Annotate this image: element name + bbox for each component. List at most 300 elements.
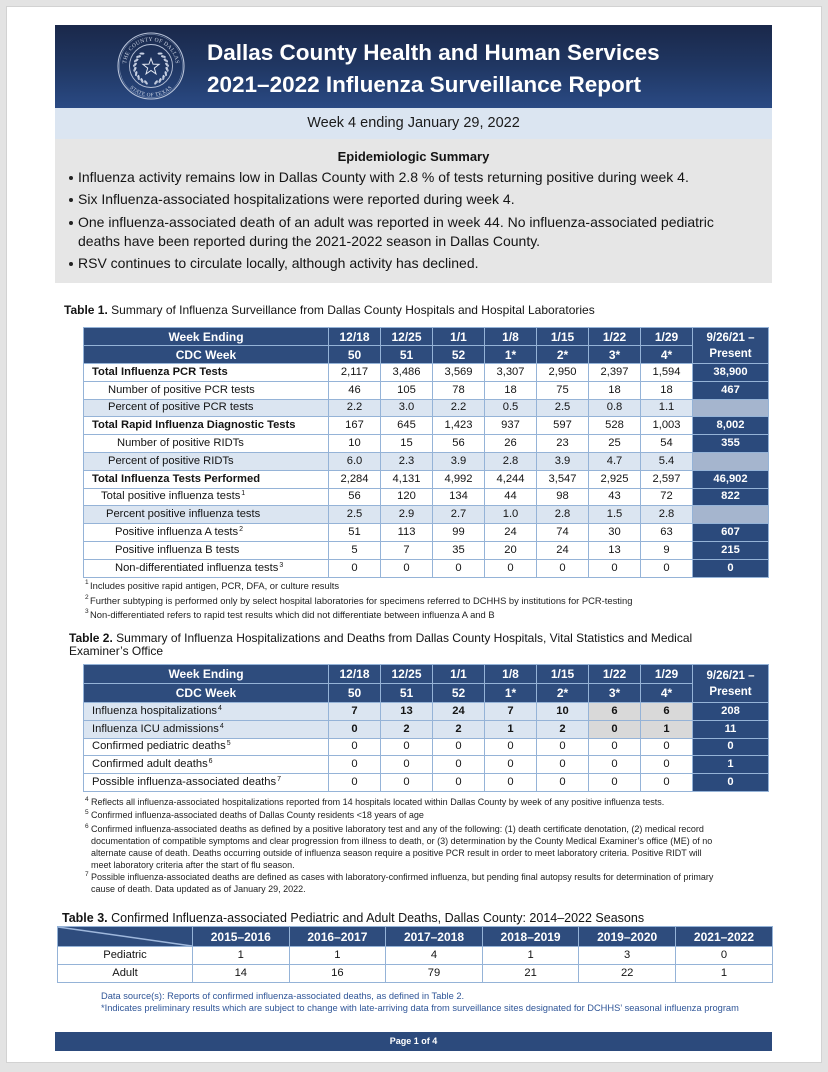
page-number-footer: Page 1 of 4	[55, 1032, 772, 1051]
value-cell: 0	[381, 756, 433, 774]
week-ending-cell: 1/22	[589, 665, 641, 684]
header-row-week-ending	[84, 328, 769, 346]
value-cell: 2.7	[433, 506, 485, 524]
value-cell: 63	[641, 524, 693, 542]
row-label-text: Number of positive RIDTs	[117, 436, 244, 449]
week-ending-cell: 1/15	[537, 665, 589, 684]
value-cell: 7	[329, 703, 381, 721]
value-cell: 2.5	[537, 399, 589, 417]
season-total-header-line1: 9/26/21 –	[706, 331, 755, 344]
value-cell: 120	[381, 488, 433, 506]
value-cell: 2,597	[641, 470, 693, 488]
row-label	[84, 541, 329, 559]
value-cell: 3,307	[485, 364, 537, 382]
footnote-reference: 4	[219, 722, 224, 730]
footnote-marker: 2	[85, 593, 89, 601]
footnote-reference: 1	[241, 490, 246, 498]
table-row	[84, 399, 769, 417]
value-cell: 2.3	[381, 452, 433, 470]
summary-bullet	[66, 190, 756, 209]
value-cell: 528	[589, 417, 641, 435]
table-1-surveillance	[83, 327, 769, 578]
value-cell: 98	[537, 488, 589, 506]
row-label	[84, 756, 329, 774]
value-cell: 2.8	[537, 506, 589, 524]
table-row	[84, 738, 769, 756]
value-cell: 0	[589, 738, 641, 756]
value-cell: 0	[381, 774, 433, 792]
row-label	[84, 506, 329, 524]
footnote-text	[90, 594, 632, 609]
value-cell: 2.2	[433, 399, 485, 417]
value-cell: 3,486	[381, 364, 433, 382]
value-cell: 0	[433, 756, 485, 774]
value-cell: 30	[589, 524, 641, 542]
cdc-week-header: CDC Week	[84, 346, 329, 364]
bullet-icon	[66, 168, 78, 187]
table3-caption-text: Confirmed Influenza-associated Pediatric and Adult Deaths, Dallas County: 2014–2022 Seasons	[111, 911, 645, 925]
value-cell: 6.0	[329, 452, 381, 470]
cdc-week-cell: 3*	[589, 684, 641, 703]
row-label	[84, 364, 329, 382]
table-row	[84, 756, 769, 774]
table2-caption-label: Table 2.	[69, 630, 113, 645]
footnote-text	[90, 579, 339, 594]
table3-notes	[101, 990, 739, 1014]
value-cell: 0.8	[589, 399, 641, 417]
table2-caption-text: Summary of Influenza Hospitalizations and Deaths from Dallas County Hospitals, Vital Statistics and Medical	[116, 630, 693, 645]
value-cell: 10	[537, 703, 589, 721]
summary-bullet	[66, 254, 756, 273]
value-cell: 0	[537, 559, 589, 577]
week-banner: Week 4 ending January 29, 2022	[55, 108, 772, 139]
season-total-header	[693, 665, 769, 703]
summary-bullet	[66, 168, 756, 187]
report-title-line1: Dallas County Health and Human Services	[207, 40, 660, 65]
value-cell: 0	[589, 756, 641, 774]
season-total-cell: 208	[693, 703, 769, 721]
value-cell: 25	[589, 435, 641, 453]
season-header-cell: 2015–2016	[193, 927, 290, 947]
wreath-leaf	[165, 62, 170, 67]
value-cell: 0	[485, 559, 537, 577]
value-cell: 99	[433, 524, 485, 542]
value-cell: 0	[485, 738, 537, 756]
seal-bottom-lettering: STATE OF TEXAS	[128, 84, 174, 99]
season-total-cell-empty	[693, 506, 769, 524]
season-total-cell: 822	[693, 488, 769, 506]
footnote-marker: 6	[85, 823, 89, 830]
row-label-text: Influenza hospitalizations	[92, 704, 218, 717]
value-cell: 0	[485, 774, 537, 792]
row-label	[84, 774, 329, 792]
footnote	[85, 796, 713, 808]
value-cell: 134	[433, 488, 485, 506]
table-row	[84, 524, 769, 542]
cdc-week-cell: 52	[433, 346, 485, 364]
value-cell: 21	[482, 965, 579, 983]
value-cell: 1.1	[641, 399, 693, 417]
header-row-cdc-week	[84, 346, 769, 364]
summary-bullet-text: Influenza activity remains low in Dallas County with 2.8 % of tests returning positive during week 4.	[78, 168, 689, 185]
season-total-header-line1: 9/26/21 –	[706, 669, 755, 682]
cdc-week-cell: 51	[381, 684, 433, 703]
footnote-line: Confirmed influenza-associated deaths as defined by a positive laboratory test and any of the following: (1) death certificate denotation, (2) medical record	[91, 824, 704, 834]
season-header-cell: 2018–2019	[482, 927, 579, 947]
table1-caption-label: Table 1.	[64, 303, 108, 317]
seal-top-lettering: THE COUNTY OF DALLAS	[122, 36, 180, 65]
footnote-text	[90, 871, 713, 895]
row-label-text: Total positive influenza tests	[101, 490, 241, 503]
value-cell: 0	[641, 559, 693, 577]
value-cell: 3,569	[433, 364, 485, 382]
footnote	[85, 579, 632, 594]
footnote	[85, 594, 632, 609]
value-cell: 7	[381, 541, 433, 559]
value-cell: 2	[537, 720, 589, 738]
table-row	[84, 488, 769, 506]
bullet-dot	[69, 262, 73, 266]
season-total-cell-empty	[693, 452, 769, 470]
value-cell: 4.7	[589, 452, 641, 470]
value-cell: 1	[485, 720, 537, 738]
week-ending-header: Week Ending	[84, 328, 329, 346]
row-label-text: Possible influenza-associated deaths	[92, 775, 277, 788]
season-total-cell-empty	[693, 399, 769, 417]
row-label-text: Positive influenza A tests	[115, 525, 239, 538]
value-cell: 56	[433, 435, 485, 453]
value-cell: 15	[381, 435, 433, 453]
row-label	[84, 720, 329, 738]
value-cell: 2,117	[329, 364, 381, 382]
value-cell: 54	[641, 435, 693, 453]
footnote-reference: 3	[279, 561, 284, 569]
cdc-week-cell: 4*	[641, 684, 693, 703]
value-cell: 46	[329, 381, 381, 399]
summary-bullet-text: RSV continues to circulate locally, although activity has declined.	[78, 255, 479, 271]
value-cell: 6	[589, 703, 641, 721]
summary-heading: Epidemiologic Summary	[337, 149, 490, 164]
value-cell: 0	[589, 559, 641, 577]
row-label	[84, 417, 329, 435]
table-row	[84, 470, 769, 488]
table-row	[84, 541, 769, 559]
row-label	[84, 381, 329, 399]
footnote-line: Reflects all influenza-associated hospitalizations reported from 14 hospitals located within Dallas County by week of any positive influenza tests.	[91, 797, 665, 807]
table3-caption	[62, 910, 644, 926]
value-cell: 4,131	[381, 470, 433, 488]
value-cell: 0	[641, 738, 693, 756]
row-label	[84, 435, 329, 453]
table-row	[84, 435, 769, 453]
value-cell: 79	[386, 965, 483, 983]
value-cell: 2.9	[381, 506, 433, 524]
epidemiologic-summary	[55, 139, 772, 283]
bullet-icon	[66, 213, 78, 232]
season-total-cell: 46,902	[693, 470, 769, 488]
footnote-line: Non-differentiated refers to rapid test results which did not differentiate between influenza A and B	[90, 609, 495, 620]
wreath-leaf	[139, 52, 144, 54]
value-cell: 597	[537, 417, 589, 435]
table-row	[84, 506, 769, 524]
value-cell: 1,003	[641, 417, 693, 435]
value-cell: 2.8	[641, 506, 693, 524]
footnote-line: cause of death. Data updated as of January 29, 2022.	[91, 884, 306, 894]
row-label	[84, 452, 329, 470]
row-label-text: Confirmed adult deaths	[92, 758, 208, 771]
value-cell: 1,594	[641, 364, 693, 382]
value-cell: 0	[381, 738, 433, 756]
table1-header	[84, 328, 769, 364]
season-header-cell: 2017–2018	[386, 927, 483, 947]
row-label	[84, 399, 329, 417]
value-cell: 3.9	[537, 452, 589, 470]
table-row	[84, 452, 769, 470]
value-cell: 0	[589, 774, 641, 792]
diagonal-line-icon	[58, 927, 192, 946]
week-ending-cell: 1/8	[485, 328, 537, 346]
cdc-week-cell: 2*	[537, 346, 589, 364]
week-ending-cell: 12/25	[381, 328, 433, 346]
table3-caption-label: Table 3.	[62, 911, 108, 925]
value-cell: 0	[433, 738, 485, 756]
footnote-line: Confirmed influenza-associated deaths of Dallas County residents <18 years of age	[91, 810, 424, 820]
value-cell: 2,925	[589, 470, 641, 488]
value-cell: 18	[485, 381, 537, 399]
table1-caption-text: Summary of Influenza Surveillance from Dallas County Hospitals and Hospital Laboratories	[111, 303, 595, 317]
season-total-cell: 1	[693, 756, 769, 774]
value-cell: 2,950	[537, 364, 589, 382]
value-cell: 0	[329, 738, 381, 756]
value-cell: 0	[329, 756, 381, 774]
value-cell: 18	[641, 381, 693, 399]
wreath-leaf	[132, 62, 137, 67]
row-label-text: Percent of positive PCR tests	[108, 401, 254, 414]
table-row	[84, 364, 769, 382]
row-label-text: Percent positive influenza tests	[106, 508, 261, 521]
table-row	[84, 720, 769, 738]
table-2-hospitalizations-deaths	[83, 664, 769, 792]
row-label	[84, 470, 329, 488]
value-cell: 2	[381, 720, 433, 738]
season-total-cell: 467	[693, 381, 769, 399]
wreath-leaf	[158, 52, 163, 54]
table-row	[84, 703, 769, 721]
value-cell: 3,547	[537, 470, 589, 488]
seal-outer-ring-inner	[119, 34, 182, 97]
row-label-text: Number of positive PCR tests	[108, 383, 255, 396]
season-header-cell: 2021–2022	[675, 927, 772, 947]
value-cell: 0	[641, 756, 693, 774]
footnote-marker: 1	[85, 579, 89, 586]
summary-bullet	[66, 213, 756, 251]
value-cell: 167	[329, 417, 381, 435]
season-total-cell: 11	[693, 720, 769, 738]
row-label: Adult	[58, 965, 193, 983]
value-cell: 3.0	[381, 399, 433, 417]
value-cell: 937	[485, 417, 537, 435]
report-title-line2: 2021–2022 Influenza Surveillance Report	[207, 72, 641, 97]
value-cell: 0	[433, 774, 485, 792]
value-cell: 0	[589, 720, 641, 738]
row-label	[84, 738, 329, 756]
footnote-reference: 2	[239, 525, 244, 533]
week-ending-cell: 12/25	[381, 665, 433, 684]
value-cell: 22	[579, 965, 676, 983]
season-total-cell: 0	[693, 559, 769, 577]
value-cell: 3.9	[433, 452, 485, 470]
summary-bullet-list	[66, 168, 756, 277]
footnote	[85, 871, 713, 895]
season-header-cell: 2016–2017	[289, 927, 386, 947]
footnote	[85, 608, 632, 623]
week-ending-cell: 12/18	[329, 665, 381, 684]
table2-caption-line1	[69, 632, 692, 645]
value-cell: 20	[485, 541, 537, 559]
value-cell: 2.5	[329, 506, 381, 524]
value-cell: 51	[329, 524, 381, 542]
cdc-week-cell: 4*	[641, 346, 693, 364]
week-ending-cell: 1/8	[485, 665, 537, 684]
value-cell: 1	[193, 947, 290, 965]
footnote-line: documentation of compatible symptoms and clear progression from illness to death, or (3) determination by the County Medical Examiner’s office (ME) of no	[91, 836, 713, 846]
footnote-text	[90, 823, 712, 871]
star-icon	[143, 59, 159, 74]
summary-bullet-text: One influenza-associated death of an adult was reported in week 44. No influenza-associated pediatric deaths have been reported during the 2021-2022 season in Dallas County.	[78, 213, 714, 249]
value-cell: 78	[433, 381, 485, 399]
footnote-text	[90, 608, 495, 623]
value-cell: 35	[433, 541, 485, 559]
value-cell: 24	[537, 541, 589, 559]
value-cell: 0	[433, 559, 485, 577]
cdc-week-cell: 50	[329, 346, 381, 364]
cdc-week-cell: 1*	[485, 684, 537, 703]
cdc-week-cell: 52	[433, 684, 485, 703]
value-cell: 0.5	[485, 399, 537, 417]
footnote-text	[90, 796, 664, 808]
bullet-icon	[66, 190, 78, 209]
value-cell: 105	[381, 381, 433, 399]
value-cell: 4	[386, 947, 483, 965]
value-cell: 5.4	[641, 452, 693, 470]
value-cell: 13	[381, 703, 433, 721]
summary-bullet-text: Six Influenza-associated hospitalizations were reported during week 4.	[78, 191, 515, 207]
value-cell: 4,244	[485, 470, 537, 488]
value-cell: 43	[589, 488, 641, 506]
value-cell: 2.8	[485, 452, 537, 470]
value-cell: 10	[329, 435, 381, 453]
table-3-seasonal-deaths	[57, 926, 773, 983]
table1-footnotes	[85, 579, 632, 623]
row-label-text: Positive influenza B tests	[115, 543, 240, 556]
data-source-note: Data source(s): Reports of confirmed influenza-associated deaths, as defined in Table 2.	[101, 991, 465, 1001]
table2-caption-line2: Examiner’s Office	[69, 643, 164, 658]
value-cell: 16	[289, 965, 386, 983]
week-ending-cell: 1/29	[641, 665, 693, 684]
value-cell: 23	[537, 435, 589, 453]
row-label	[84, 488, 329, 506]
footnote-line: alternate cause of death. Deaths occurring outside of influenza season require a positive PCR result in order to meet laboratory criteria. Positive RIDT will	[91, 848, 702, 858]
bullet-dot	[69, 198, 73, 202]
value-cell: 5	[329, 541, 381, 559]
value-cell: 24	[485, 524, 537, 542]
footnote-reference: 7	[277, 775, 281, 783]
value-cell: 0	[641, 774, 693, 792]
footnote-marker: 4	[85, 796, 89, 803]
value-cell: 0	[537, 774, 589, 792]
bullet-dot	[69, 176, 73, 180]
value-cell: 2,397	[589, 364, 641, 382]
value-cell: 3	[579, 947, 676, 965]
row-label-text: Confirmed pediatric deaths	[92, 740, 226, 753]
value-cell: 2,284	[329, 470, 381, 488]
row-label-text: Total Influenza PCR Tests	[92, 365, 228, 378]
cdc-week-cell: 1*	[485, 346, 537, 364]
cdc-week-cell: 3*	[589, 346, 641, 364]
value-cell: 1	[641, 720, 693, 738]
header-row-seasons	[58, 927, 773, 947]
report-header	[55, 25, 772, 108]
table-row	[84, 774, 769, 792]
value-cell: 1	[675, 965, 772, 983]
season-header-cell: 2019–2020	[579, 927, 676, 947]
value-cell: 9	[641, 541, 693, 559]
row-label-text: Non-differentiated influenza tests	[115, 561, 279, 574]
row-label: Pediatric	[58, 947, 193, 965]
value-cell: 1.5	[589, 506, 641, 524]
footnote-line: Further subtyping is performed only by select hospital laboratories for specimens referred to DCHHS by institutions for PCR-testing	[90, 594, 633, 606]
value-cell: 2	[433, 720, 485, 738]
value-cell: 44	[485, 488, 537, 506]
value-cell: 56	[329, 488, 381, 506]
footnote-reference: 4	[218, 704, 222, 712]
table3-header	[58, 927, 773, 947]
table2-caption	[69, 632, 692, 658]
table2-body	[84, 703, 769, 792]
row-label	[84, 559, 329, 577]
value-cell: 18	[589, 381, 641, 399]
week-ending-header: Week Ending	[84, 665, 329, 684]
week-ending-cell: 1/1	[433, 328, 485, 346]
row-label-text: Total Influenza Tests Performed	[92, 472, 261, 485]
season-total-cell: 8,002	[693, 417, 769, 435]
value-cell: 0	[537, 738, 589, 756]
value-cell: 13	[589, 541, 641, 559]
table2-footnotes	[85, 796, 713, 895]
preliminary-results-note: *Indicates preliminary results which are subject to change with late-arriving data from surveillance sites designated for DCHHS’ seasonal influenza program	[101, 1003, 739, 1013]
value-cell: 1.0	[485, 506, 537, 524]
value-cell: 1	[482, 947, 579, 965]
value-cell: 1,423	[433, 417, 485, 435]
table1-body	[84, 364, 769, 578]
table-row	[58, 947, 773, 965]
value-cell: 1	[289, 947, 386, 965]
value-cell: 6	[641, 703, 693, 721]
season-total-cell: 0	[693, 738, 769, 756]
table-row	[84, 381, 769, 399]
season-total-cell: 355	[693, 435, 769, 453]
row-label-text: Percent of positive RIDTs	[108, 454, 234, 467]
table1-caption	[64, 302, 595, 318]
value-cell: 0	[381, 559, 433, 577]
footnote-text	[90, 809, 424, 821]
dallas-county-seal-icon	[116, 31, 186, 101]
value-cell: 0	[329, 559, 381, 577]
value-cell: 113	[381, 524, 433, 542]
diagonal-corner-cell	[58, 927, 193, 947]
value-cell: 0	[329, 720, 381, 738]
value-cell: 645	[381, 417, 433, 435]
